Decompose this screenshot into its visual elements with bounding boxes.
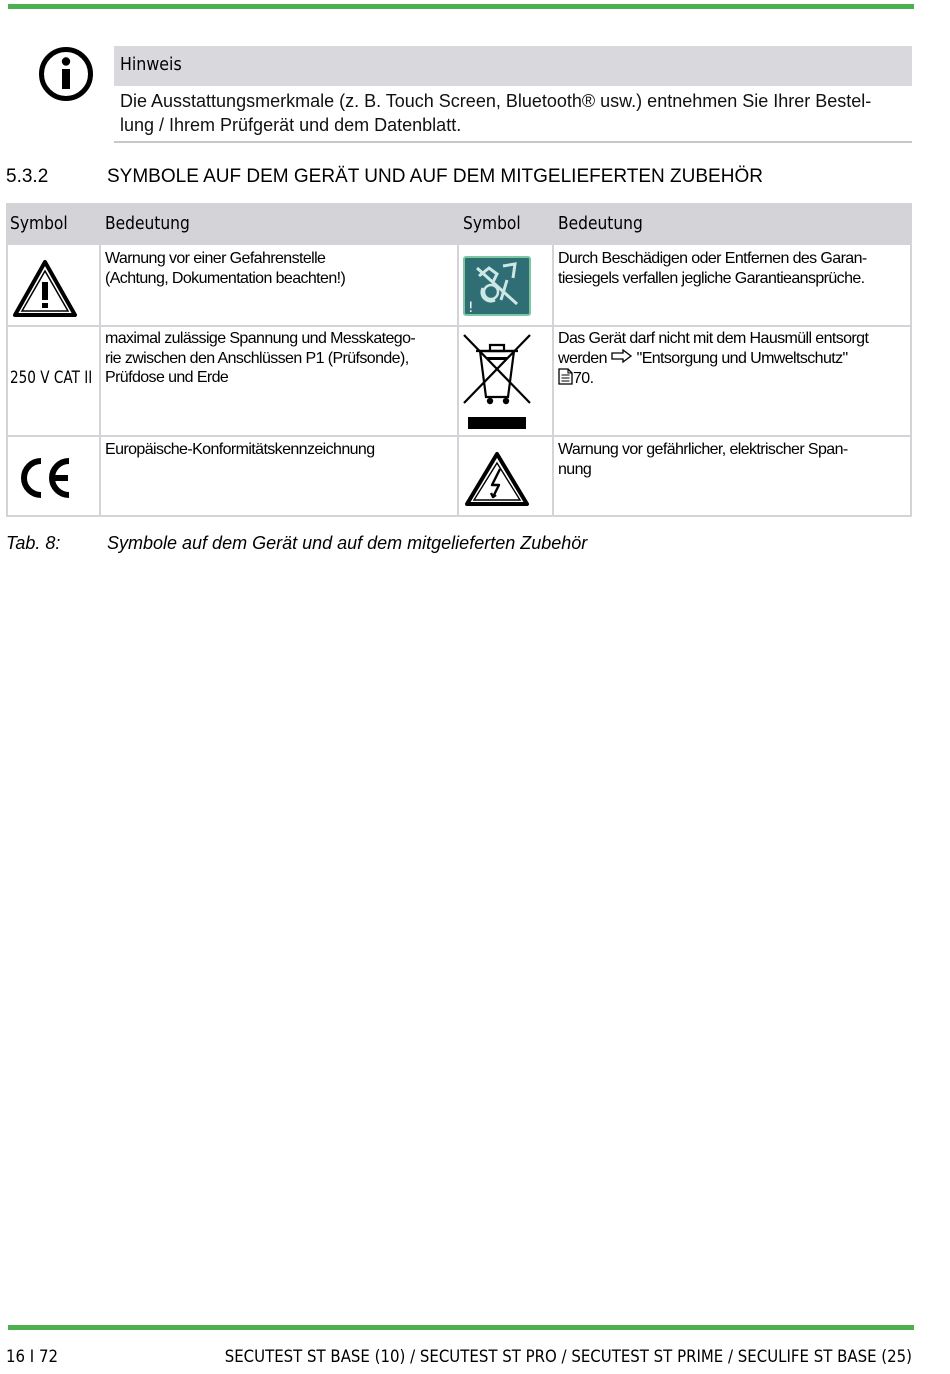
header-meaning-left: Bedeutung: [105, 213, 190, 234]
cross-reference-link[interactable]: "Entsorgung und Umweltschutz": [636, 349, 848, 367]
arrow-right-icon: [611, 349, 633, 363]
weee-crossed-bin-icon: [462, 331, 532, 431]
header-symbol-right: Symbol: [463, 213, 521, 234]
bottom-accent-rule: [8, 1325, 914, 1330]
text-line: maximal zulässige Spannung und Messkatego-: [105, 330, 416, 347]
header-symbol-left: Symbol: [10, 213, 68, 234]
grid-line: [6, 245, 8, 517]
text-line: Warnung vor einer Gefahrenstelle: [105, 250, 326, 267]
grid-line: [552, 245, 554, 517]
grid-line: [6, 515, 912, 517]
text-line: Warnung vor gefährlicher, elektrischer Span-: [558, 441, 848, 458]
row1-left-meaning: [105, 249, 345, 288]
text-line: rie zwischen den Anschlüssen P1 (Prüfsonde),: [105, 349, 409, 367]
text-fragment: werden: [558, 349, 607, 367]
text-line: nung: [558, 460, 592, 478]
table-caption-text: Symbole auf dem Gerät und auf dem mitgelieferten Zubehör: [107, 533, 588, 553]
svg-text:!: !: [468, 300, 474, 316]
row3-left-meaning: [105, 440, 375, 460]
info-icon: [38, 46, 94, 102]
grid-line: [6, 325, 912, 327]
grid-line: [910, 245, 912, 517]
product-line: SECUTEST ST BASE (10) / SECUTEST ST PRO / SECUTEST ST PRIME / SECULIFE ST BASE (25): [224, 1347, 912, 1367]
row1-right-meaning: [558, 249, 867, 288]
section-number: 5.3.2: [6, 166, 49, 187]
page-number: 16 I 72: [6, 1347, 59, 1367]
text-line: Europäische-Konformitätskennzeichnung: [105, 441, 375, 458]
voltage-category-label: 250 V CAT II: [10, 368, 93, 388]
note-heading: Hinweis: [120, 54, 182, 75]
symbol-table: [6, 203, 912, 517]
header-meaning-right: Bedeutung: [558, 213, 643, 234]
text-line: (Achtung, Dokumentation beachten!): [105, 269, 346, 287]
page-reference-link[interactable]: 70.: [573, 370, 594, 387]
page-reference-icon: [558, 368, 573, 385]
note-body: [120, 89, 910, 137]
table-header: [6, 203, 912, 245]
ce-mark-icon: [16, 455, 74, 501]
warranty-seal-icon: [463, 256, 531, 316]
row3-right-meaning: [558, 440, 848, 479]
grid-line: [457, 245, 459, 517]
section-title: SYMBOLE AUF DEM GERÄT UND AUF DEM MITGELIEFERTEN ZUBEHÖR: [107, 166, 763, 187]
text-line-with-reference: [558, 349, 868, 369]
note-body-line: lung / Ihrem Prüfgerät und dem Datenblatt.: [120, 115, 462, 135]
warning-triangle-icon: [12, 258, 78, 318]
text-line: tiesiegels verfallen jegliche Garantieansprüche.: [558, 269, 865, 287]
grid-line: [6, 435, 912, 437]
note-body-line: Die Ausstattungsmerkmale (z. B. Touch Screen, Bluetooth® usw.) entnehmen Sie Ihrer Bestel-: [120, 91, 872, 111]
row2-left-meaning: [105, 329, 415, 388]
text-line-with-page-ref: [558, 368, 868, 389]
table-caption-number: Tab. 8:: [6, 533, 61, 553]
text-line: Durch Beschädigen oder Entfernen des Garan-: [558, 250, 867, 267]
top-accent-rule: [8, 4, 914, 9]
grid-line: [99, 245, 101, 517]
row2-right-meaning: [558, 329, 868, 389]
note-heading-bar: [114, 46, 912, 86]
text-line: Prüfdose und Erde: [105, 369, 229, 386]
high-voltage-warning-icon: [464, 451, 530, 507]
note-divider: [114, 141, 912, 143]
text-line: Das Gerät darf nicht mit dem Hausmüll entsorgt: [558, 330, 869, 347]
